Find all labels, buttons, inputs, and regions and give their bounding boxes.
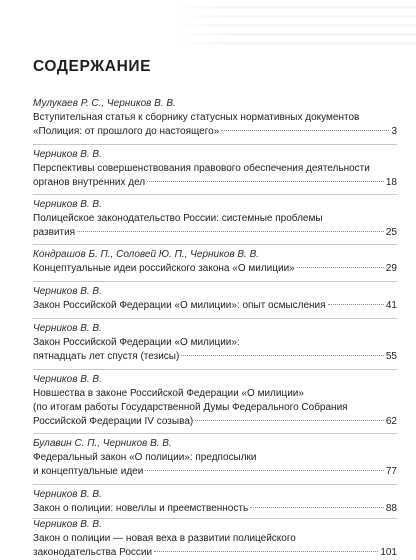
entry-author: Черников В. В. — [33, 286, 102, 297]
entry-title-last-line — [33, 226, 397, 240]
toc-entry[interactable] — [33, 322, 397, 364]
entry-title-text: Закон о полиции: новеллы и преемственность — [33, 503, 249, 514]
entry-title-last-line — [33, 176, 397, 190]
dot-leader — [147, 181, 384, 182]
entry-author: Мулукаев Р. С., Черников В. В. — [33, 98, 176, 109]
entry-title-text: Закон Российской Федерации «О милиции»: опыт осмысления — [33, 300, 326, 311]
entry-title-last-line — [33, 502, 397, 516]
toc-entry[interactable] — [33, 198, 397, 240]
entry-title-line: Вступительная статья к сборнику статусных нормативных документов — [33, 112, 360, 123]
dot-leader — [328, 304, 384, 305]
page-title: СОДЕРЖАНИЕ — [33, 58, 152, 75]
dot-leader — [221, 130, 389, 131]
entry-title-line: Полицейское законодательство России: системные проблемы — [33, 213, 323, 224]
entry-divider — [33, 369, 397, 370]
entry-page-number: 101 — [380, 547, 397, 558]
entry-divider — [33, 281, 397, 282]
entry-title-line: Новшества в законе Российской Федерации «О милиции» — [33, 388, 304, 399]
entry-title-last-line — [33, 262, 397, 276]
dot-leader — [145, 470, 384, 471]
dot-leader — [77, 231, 384, 232]
entry-author: Черников В. В. — [33, 149, 102, 160]
entry-title-text: Российской Федерации IV созыва) — [33, 416, 194, 427]
entry-title-text: пятнадцать лет спустя (тезисы) — [33, 351, 180, 362]
entry-author: Черников В. В. — [33, 519, 102, 530]
entry-title-last-line — [33, 415, 397, 429]
entry-divider — [33, 433, 397, 434]
entry-page-number: 55 — [385, 351, 397, 362]
entry-title-line: Закон Российской Федерации «О милиции»: — [33, 337, 240, 348]
entry-title-text: и концептуальные идеи — [33, 466, 144, 477]
entry-author: Черников В. В. — [33, 489, 102, 500]
entry-page-number: 41 — [385, 300, 397, 311]
entry-title-last-line — [33, 299, 397, 313]
entry-title-last-line — [33, 546, 397, 560]
entry-divider — [33, 484, 397, 485]
toc-entry[interactable] — [33, 518, 397, 560]
entry-title-line: Федеральный закон «О полиции»: предпосылки — [33, 452, 257, 463]
toc-entry[interactable] — [33, 248, 397, 276]
entry-title-line: (по итогам работы Государственной Думы Федерального Собрания — [33, 402, 348, 413]
entry-divider — [33, 144, 397, 145]
dot-leader — [181, 355, 384, 356]
entry-title-line: Закон о полиции — новая веха в развитии полицейского — [33, 533, 296, 544]
toc-entry[interactable] — [33, 437, 397, 479]
entry-page-number: 18 — [385, 177, 397, 188]
toc-entry[interactable] — [33, 148, 397, 190]
entry-page-number: 77 — [385, 466, 397, 477]
dot-leader — [250, 507, 384, 508]
entry-title-text: развития — [33, 227, 76, 238]
entry-divider — [33, 194, 397, 195]
dot-leader — [297, 267, 384, 268]
dot-leader — [154, 551, 378, 552]
entry-author: Кондрашов Б. П., Соловей Ю. П., Черников В. В. — [33, 249, 260, 260]
entry-author: Булавин С. П., Черников В. В. — [33, 438, 172, 449]
entry-page-number: 88 — [385, 503, 397, 514]
entry-divider — [33, 244, 397, 245]
entry-author: Черников В. В. — [33, 374, 102, 385]
entry-title-last-line — [33, 465, 397, 479]
entry-divider — [33, 318, 397, 319]
entry-page-number: 25 — [385, 227, 397, 238]
toc-entry[interactable] — [33, 373, 397, 429]
toc-entry[interactable] — [33, 488, 397, 516]
entry-author: Черников В. В. — [33, 323, 102, 334]
dot-leader — [195, 420, 384, 421]
entry-title-text: «Полиция: от прошлого до настоящего» — [33, 126, 220, 137]
toc-entry[interactable] — [33, 285, 397, 313]
entry-page-number: 62 — [385, 416, 397, 427]
entry-author: Черников В. В. — [33, 199, 102, 210]
entry-title-text: органов внутренних дел — [33, 177, 146, 188]
entry-title-text: Концептуальные идеи российского закона «О милиции» — [33, 263, 295, 274]
toc-entry[interactable] — [33, 97, 397, 139]
entry-title-last-line — [33, 125, 397, 139]
entry-title-last-line — [33, 350, 397, 364]
entry-title-text: законодательства России — [33, 547, 153, 558]
entry-title-line: Перспективы совершенствования правового обеспечения деятельности — [33, 163, 370, 174]
entry-page-number: 3 — [391, 126, 397, 137]
entry-page-number: 29 — [385, 263, 397, 274]
